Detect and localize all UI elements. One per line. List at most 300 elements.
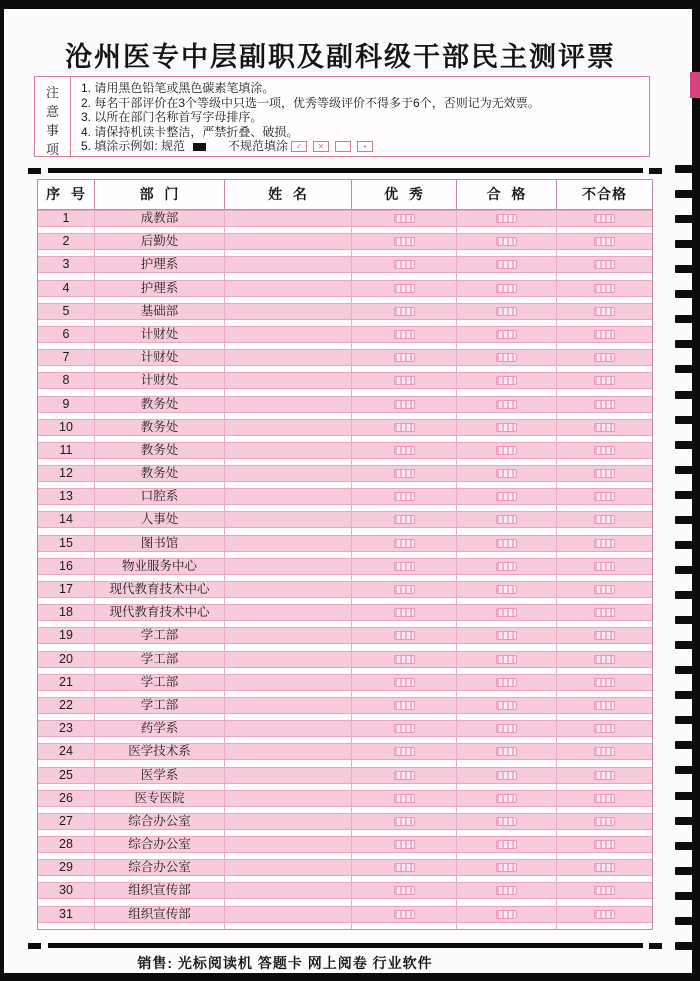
fill-bubble-qualified[interactable] xyxy=(496,585,517,594)
cell-serial-number: 2 xyxy=(38,233,95,256)
bad-fill-glyph: ✕ xyxy=(317,142,325,152)
cell-unqualified xyxy=(557,256,652,279)
fill-bubble-excellent[interactable] xyxy=(394,237,415,246)
cell-name-blank xyxy=(225,790,352,813)
bad-fill-glyph: ▪ xyxy=(363,142,367,152)
fill-bubble-qualified[interactable] xyxy=(496,237,517,246)
cell-name-blank xyxy=(225,697,352,720)
cell-department: 人事处 xyxy=(95,511,225,534)
fill-bubble-excellent[interactable] xyxy=(394,655,415,664)
fill-bubble-qualified[interactable] xyxy=(496,701,517,710)
cell-department: 护理系 xyxy=(95,280,225,303)
fill-bubble-qualified[interactable] xyxy=(496,840,517,849)
fill-bubble-excellent[interactable] xyxy=(394,840,415,849)
fill-bubble-qualified[interactable] xyxy=(496,446,517,455)
omr-timing-mark xyxy=(675,817,694,825)
cell-serial-number: 14 xyxy=(38,511,95,534)
table-row xyxy=(38,535,652,558)
cell-unqualified xyxy=(557,488,652,511)
fill-bubble-unqualified[interactable] xyxy=(594,423,615,432)
cell-department: 基础部 xyxy=(95,303,225,326)
cell-serial-number: 6 xyxy=(38,326,95,349)
fill-example-bad-label: 不规范填涂 xyxy=(228,139,289,154)
cell-serial-number: 13 xyxy=(38,488,95,511)
cell-department: 医专医院 xyxy=(95,790,225,813)
fill-bubble-excellent[interactable] xyxy=(394,539,415,548)
cell-unqualified xyxy=(557,627,652,650)
cell-excellent xyxy=(352,488,457,511)
cell-serial-number: 26 xyxy=(38,790,95,813)
table-row xyxy=(38,627,652,650)
table-header-row xyxy=(38,180,652,210)
scan-edge-accent xyxy=(690,72,700,98)
fill-bubble-unqualified[interactable] xyxy=(594,678,615,687)
fill-bubble-unqualified[interactable] xyxy=(594,910,615,919)
fill-bubble-unqualified[interactable] xyxy=(594,307,615,316)
cell-excellent xyxy=(352,465,457,488)
cell-excellent xyxy=(352,535,457,558)
fill-bubble-unqualified[interactable] xyxy=(594,400,615,409)
vendor-footer-text: 销售: 光标阅读机 答题卡 网上阅卷 行业软件 xyxy=(137,955,433,971)
cell-excellent xyxy=(352,233,457,256)
fill-bubble-unqualified[interactable] xyxy=(594,237,615,246)
fill-bubble-unqualified[interactable] xyxy=(594,655,615,664)
cell-qualified xyxy=(457,558,557,581)
fill-bubble-unqualified[interactable] xyxy=(594,585,615,594)
fill-bubble-qualified[interactable] xyxy=(496,886,517,895)
omr-timing-mark xyxy=(675,917,694,925)
cell-name-blank xyxy=(225,396,352,419)
cell-qualified xyxy=(457,906,557,929)
cell-excellent xyxy=(352,372,457,395)
cell-name-blank xyxy=(225,836,352,859)
table-row xyxy=(38,836,652,859)
cell-excellent xyxy=(352,674,457,697)
table-row xyxy=(38,256,652,279)
cell-excellent xyxy=(352,859,457,882)
cell-name-blank xyxy=(225,465,352,488)
cell-excellent xyxy=(352,210,457,233)
fill-bubble-qualified[interactable] xyxy=(496,608,517,617)
cell-qualified xyxy=(457,836,557,859)
omr-timing-mark xyxy=(675,716,694,724)
cell-unqualified xyxy=(557,280,652,303)
cell-serial-number: 21 xyxy=(38,674,95,697)
cell-unqualified xyxy=(557,326,652,349)
cell-name-blank xyxy=(225,326,352,349)
fill-bubble-unqualified[interactable] xyxy=(594,539,615,548)
table-row xyxy=(38,859,652,882)
table-row xyxy=(38,326,652,349)
cell-excellent xyxy=(352,442,457,465)
cell-serial-number: 24 xyxy=(38,743,95,766)
fill-bubble-excellent[interactable] xyxy=(394,353,415,362)
omr-timing-mark xyxy=(675,842,694,850)
omr-timing-mark xyxy=(675,265,694,273)
cell-serial-number: 12 xyxy=(38,465,95,488)
fill-bubble-excellent[interactable] xyxy=(394,562,415,571)
omr-timing-mark xyxy=(675,566,694,574)
fill-bubble-excellent[interactable] xyxy=(394,585,415,594)
cell-serial-number: 27 xyxy=(38,813,95,836)
cell-unqualified xyxy=(557,906,652,929)
notice-item-text: 1. 请用黑色铅笔或黑色碳素笔填涂。 xyxy=(81,81,275,96)
cell-unqualified xyxy=(557,349,652,372)
bad-fill-mark-icon xyxy=(313,141,329,152)
cell-name-blank xyxy=(225,767,352,790)
omr-timing-mark xyxy=(675,541,694,549)
cell-qualified xyxy=(457,535,557,558)
cell-excellent xyxy=(352,558,457,581)
fill-bubble-excellent[interactable] xyxy=(394,817,415,826)
cell-department: 医学系 xyxy=(95,767,225,790)
fill-bubble-excellent[interactable] xyxy=(394,284,415,293)
header-serial-number: 序 号 xyxy=(38,180,95,209)
fill-bubble-excellent[interactable] xyxy=(394,886,415,895)
fill-bubble-excellent[interactable] xyxy=(394,631,415,640)
evaluation-table xyxy=(37,179,653,930)
omr-timing-mark xyxy=(675,391,694,399)
omr-timing-mark xyxy=(675,215,694,223)
cell-unqualified xyxy=(557,882,652,905)
omr-timing-mark xyxy=(675,240,694,248)
cell-unqualified xyxy=(557,419,652,442)
fill-bubble-unqualified[interactable] xyxy=(594,608,615,617)
fill-bubble-unqualified[interactable] xyxy=(594,794,615,803)
table-row xyxy=(38,511,652,534)
notice-label-char: 事 xyxy=(45,123,59,138)
notice-item-text: 3. 以所在部门名称首写字母排序。 xyxy=(81,110,263,125)
cell-qualified xyxy=(457,233,557,256)
cell-name-blank xyxy=(225,813,352,836)
table-row xyxy=(38,790,652,813)
table-row xyxy=(38,465,652,488)
omr-sync-square-right xyxy=(649,943,662,949)
fill-bubble-unqualified[interactable] xyxy=(594,214,615,223)
fill-bubble-excellent[interactable] xyxy=(394,747,415,756)
fill-bubble-qualified[interactable] xyxy=(496,260,517,269)
fill-bubble-excellent[interactable] xyxy=(394,794,415,803)
omr-timing-mark xyxy=(675,766,694,774)
fill-bubble-excellent[interactable] xyxy=(394,515,415,524)
omr-timing-mark xyxy=(675,591,694,599)
cell-qualified xyxy=(457,790,557,813)
cell-excellent xyxy=(352,303,457,326)
fill-bubble-excellent[interactable] xyxy=(394,492,415,501)
cell-qualified xyxy=(457,882,557,905)
cell-qualified xyxy=(457,372,557,395)
table-row xyxy=(38,233,652,256)
table-row xyxy=(38,813,652,836)
table-row xyxy=(38,906,652,929)
cell-qualified xyxy=(457,651,557,674)
table-row xyxy=(38,674,652,697)
cell-department: 图书馆 xyxy=(95,535,225,558)
omr-timing-mark xyxy=(675,491,694,499)
cell-serial-number: 4 xyxy=(38,280,95,303)
fill-bubble-unqualified[interactable] xyxy=(594,446,615,455)
cell-unqualified xyxy=(557,442,652,465)
cell-serial-number: 9 xyxy=(38,396,95,419)
cell-excellent xyxy=(352,697,457,720)
cell-name-blank xyxy=(225,627,352,650)
table-row xyxy=(38,651,652,674)
cell-excellent xyxy=(352,720,457,743)
cell-department: 学工部 xyxy=(95,627,225,650)
fill-bubble-excellent[interactable] xyxy=(394,446,415,455)
cell-unqualified xyxy=(557,511,652,534)
fill-bubble-excellent[interactable] xyxy=(394,863,415,872)
notice-box xyxy=(34,76,650,157)
fill-bubble-unqualified[interactable] xyxy=(594,631,615,640)
cell-excellent xyxy=(352,396,457,419)
fill-bubble-qualified[interactable] xyxy=(496,539,517,548)
bad-fill-mark-icon xyxy=(291,141,307,152)
fill-bubble-qualified[interactable] xyxy=(496,678,517,687)
cell-qualified xyxy=(457,280,557,303)
bad-fill-glyph: ✓ xyxy=(295,142,303,152)
cell-qualified xyxy=(457,349,557,372)
cell-qualified xyxy=(457,581,557,604)
fill-bubble-unqualified[interactable] xyxy=(594,771,615,780)
cell-department: 口腔系 xyxy=(95,488,225,511)
cell-serial-number: 22 xyxy=(38,697,95,720)
cell-name-blank xyxy=(225,488,352,511)
cell-department: 现代教育技术中心 xyxy=(95,604,225,627)
fill-bubble-excellent[interactable] xyxy=(394,400,415,409)
fill-bubble-qualified[interactable] xyxy=(496,562,517,571)
header-qualified: 合 格 xyxy=(457,180,557,209)
fill-bubble-excellent[interactable] xyxy=(394,376,415,385)
cell-qualified xyxy=(457,604,557,627)
fill-bubble-qualified[interactable] xyxy=(496,376,517,385)
cell-qualified xyxy=(457,674,557,697)
fill-bubble-unqualified[interactable] xyxy=(594,863,615,872)
fill-bubble-qualified[interactable] xyxy=(496,817,517,826)
cell-qualified xyxy=(457,303,557,326)
omr-timing-mark xyxy=(675,867,694,875)
fill-bubble-unqualified[interactable] xyxy=(594,330,615,339)
fill-bubble-excellent[interactable] xyxy=(394,423,415,432)
cell-unqualified xyxy=(557,465,652,488)
cell-qualified xyxy=(457,511,557,534)
fill-bubble-qualified[interactable] xyxy=(496,910,517,919)
cell-name-blank xyxy=(225,743,352,766)
fill-bubble-excellent[interactable] xyxy=(394,701,415,710)
notice-label-char: 项 xyxy=(45,142,59,157)
fill-bubble-excellent[interactable] xyxy=(394,307,415,316)
fill-bubble-excellent[interactable] xyxy=(394,214,415,223)
cell-qualified xyxy=(457,326,557,349)
fill-bubble-excellent[interactable] xyxy=(394,678,415,687)
cell-serial-number: 25 xyxy=(38,767,95,790)
table-row xyxy=(38,743,652,766)
fill-bubble-unqualified[interactable] xyxy=(594,376,615,385)
notice-item-text: 2. 每名干部评价在3个等级中只选一项，优秀等级评价不得多于6个，否则记为无效票。 xyxy=(81,95,540,110)
table-row xyxy=(38,372,652,395)
fill-bubble-qualified[interactable] xyxy=(496,771,517,780)
table-row xyxy=(38,488,652,511)
fill-bubble-qualified[interactable] xyxy=(496,655,517,664)
cell-department: 教务处 xyxy=(95,465,225,488)
table-row xyxy=(38,280,652,303)
fill-bubble-qualified[interactable] xyxy=(496,747,517,756)
cell-serial-number: 30 xyxy=(38,882,95,905)
fill-bubble-qualified[interactable] xyxy=(496,515,517,524)
omr-timing-mark xyxy=(675,616,694,624)
cell-name-blank xyxy=(225,419,352,442)
fill-bubble-qualified[interactable] xyxy=(496,423,517,432)
filled-mark-icon xyxy=(193,143,206,151)
fill-bubble-excellent[interactable] xyxy=(394,469,415,478)
cell-unqualified xyxy=(557,743,652,766)
table-row xyxy=(38,210,652,233)
cell-qualified xyxy=(457,488,557,511)
cell-qualified xyxy=(457,627,557,650)
page-title: 沧州医专中层副职及副科级干部民主测评票 xyxy=(65,42,616,72)
fill-bubble-excellent[interactable] xyxy=(394,724,415,733)
fill-bubble-qualified[interactable] xyxy=(496,284,517,293)
table-row xyxy=(38,349,652,372)
cell-department: 学工部 xyxy=(95,651,225,674)
fill-bubble-unqualified[interactable] xyxy=(594,840,615,849)
fill-bubble-unqualified[interactable] xyxy=(594,886,615,895)
cell-unqualified xyxy=(557,303,652,326)
fill-bubble-unqualified[interactable] xyxy=(594,817,615,826)
fill-bubble-unqualified[interactable] xyxy=(594,562,615,571)
cell-department: 医学技术系 xyxy=(95,743,225,766)
cell-qualified xyxy=(457,256,557,279)
notice-item xyxy=(81,81,643,96)
cell-excellent xyxy=(352,651,457,674)
cell-department: 教务处 xyxy=(95,396,225,419)
cell-unqualified xyxy=(557,210,652,233)
cell-excellent xyxy=(352,581,457,604)
fill-bubble-qualified[interactable] xyxy=(496,794,517,803)
cell-name-blank xyxy=(225,372,352,395)
cell-serial-number: 23 xyxy=(38,720,95,743)
fill-bubble-unqualified[interactable] xyxy=(594,353,615,362)
fill-bubble-qualified[interactable] xyxy=(496,863,517,872)
notice-item-text: 4. 请保持机读卡整洁，严禁折叠、破损。 xyxy=(81,124,299,139)
omr-timing-mark xyxy=(675,416,694,424)
fill-bubble-excellent[interactable] xyxy=(394,260,415,269)
cell-excellent xyxy=(352,349,457,372)
cell-name-blank xyxy=(225,651,352,674)
fill-bubble-qualified[interactable] xyxy=(496,330,517,339)
cell-unqualified xyxy=(557,372,652,395)
notice-item xyxy=(81,110,643,125)
omr-timing-mark xyxy=(675,516,694,524)
cell-name-blank xyxy=(225,442,352,465)
cell-department: 护理系 xyxy=(95,256,225,279)
notice-label-column xyxy=(35,77,71,156)
cell-serial-number: 19 xyxy=(38,627,95,650)
cell-unqualified xyxy=(557,396,652,419)
table-body xyxy=(38,210,652,929)
fill-bubble-unqualified[interactable] xyxy=(594,747,615,756)
omr-timing-mark xyxy=(675,892,694,900)
table-row xyxy=(38,697,652,720)
table-row xyxy=(38,303,652,326)
cell-department: 物业服务中心 xyxy=(95,558,225,581)
cell-excellent xyxy=(352,790,457,813)
cell-department: 药学系 xyxy=(95,720,225,743)
cell-unqualified xyxy=(557,604,652,627)
omr-timing-mark xyxy=(675,741,694,749)
cell-department: 计财处 xyxy=(95,326,225,349)
fill-bubble-unqualified[interactable] xyxy=(594,701,615,710)
fill-bubble-qualified[interactable] xyxy=(496,307,517,316)
omr-timing-mark xyxy=(675,190,694,198)
fill-bubble-qualified[interactable] xyxy=(496,469,517,478)
cell-serial-number: 17 xyxy=(38,581,95,604)
omr-sync-bar-bottom xyxy=(48,943,643,948)
cell-serial-number: 10 xyxy=(38,419,95,442)
cell-name-blank xyxy=(225,256,352,279)
cell-name-blank xyxy=(225,280,352,303)
cell-department: 成教部 xyxy=(95,210,225,233)
cell-qualified xyxy=(457,419,557,442)
fill-bubble-unqualified[interactable] xyxy=(594,469,615,478)
cell-serial-number: 29 xyxy=(38,859,95,882)
fill-bubble-qualified[interactable] xyxy=(496,724,517,733)
fill-bubble-unqualified[interactable] xyxy=(594,284,615,293)
fill-bubble-qualified[interactable] xyxy=(496,631,517,640)
fill-bubble-qualified[interactable] xyxy=(496,400,517,409)
cell-qualified xyxy=(457,396,557,419)
omr-sync-square-left xyxy=(28,943,41,949)
fill-bubble-unqualified[interactable] xyxy=(594,260,615,269)
fill-bubble-qualified[interactable] xyxy=(496,492,517,501)
cell-qualified xyxy=(457,743,557,766)
cell-unqualified xyxy=(557,535,652,558)
omr-timing-mark xyxy=(675,666,694,674)
cell-qualified xyxy=(457,210,557,233)
fill-bubble-unqualified[interactable] xyxy=(594,724,615,733)
answer-sheet-page xyxy=(4,9,692,973)
omr-timing-mark xyxy=(675,290,694,298)
cell-name-blank xyxy=(225,882,352,905)
fill-bubble-excellent[interactable] xyxy=(394,771,415,780)
fill-bubble-excellent[interactable] xyxy=(394,330,415,339)
table-row xyxy=(38,604,652,627)
cell-name-blank xyxy=(225,558,352,581)
fill-bubble-qualified[interactable] xyxy=(496,353,517,362)
cell-name-blank xyxy=(225,210,352,233)
table-row xyxy=(38,419,652,442)
fill-bubble-qualified[interactable] xyxy=(496,214,517,223)
cell-name-blank xyxy=(225,303,352,326)
table-row xyxy=(38,396,652,419)
cell-serial-number: 28 xyxy=(38,836,95,859)
cell-unqualified xyxy=(557,697,652,720)
cell-qualified xyxy=(457,465,557,488)
fill-bubble-unqualified[interactable] xyxy=(594,492,615,501)
fill-bubble-excellent[interactable] xyxy=(394,910,415,919)
cell-serial-number: 18 xyxy=(38,604,95,627)
omr-sync-bar-top xyxy=(48,168,643,173)
cell-qualified xyxy=(457,767,557,790)
fill-bubble-unqualified[interactable] xyxy=(594,515,615,524)
fill-bubble-excellent[interactable] xyxy=(394,608,415,617)
cell-department: 现代教育技术中心 xyxy=(95,581,225,604)
cell-name-blank xyxy=(225,349,352,372)
cell-name-blank xyxy=(225,233,352,256)
cell-excellent xyxy=(352,767,457,790)
cell-serial-number: 5 xyxy=(38,303,95,326)
cell-excellent xyxy=(352,419,457,442)
